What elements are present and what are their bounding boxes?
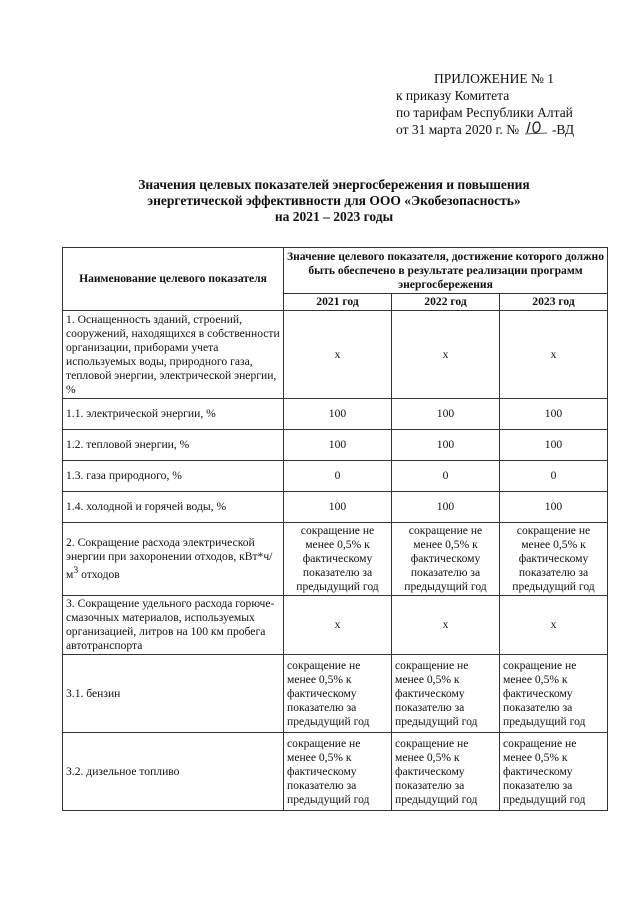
appendix-title: ПРИЛОЖЕНИЕ № 1 bbox=[434, 71, 555, 86]
handwritten-number bbox=[523, 122, 549, 136]
header-indicator-name: Наименование целевого показателя bbox=[63, 248, 284, 311]
row-name-superscript: 3 bbox=[73, 565, 79, 577]
table-row bbox=[63, 399, 608, 430]
row-value-2022: 100 bbox=[392, 492, 500, 523]
row-value-2023: x bbox=[500, 311, 608, 399]
row-value-2021: сокращение не менее 0,5% к фактическому показателю за предыдущий год bbox=[284, 733, 392, 811]
header-year-2023: 2023 год bbox=[500, 294, 608, 311]
table-row bbox=[63, 596, 608, 655]
row-value-2021: x bbox=[284, 311, 392, 399]
row-value-2023: 100 bbox=[500, 399, 608, 430]
title-line-2: энергетической эффективности для ООО «Экобезопасность» bbox=[147, 193, 521, 208]
row-name-text: 2. Сокращение расхода электрической энергии при захоронении отходов, кВт*ч/м bbox=[66, 536, 273, 581]
appendix-order-ref: к приказу Комитета bbox=[396, 88, 510, 103]
row-value-2022: x bbox=[392, 596, 500, 655]
appendix-date: от 31 марта 2020 г. № bbox=[396, 122, 520, 137]
header-year-2022: 2022 год bbox=[392, 294, 500, 311]
appendix-committee: по тарифам Республики Алтай bbox=[396, 105, 573, 120]
row-value-2021: 100 bbox=[284, 492, 392, 523]
table-row bbox=[63, 523, 608, 596]
table-header-row bbox=[63, 248, 608, 294]
appendix-date-number bbox=[396, 121, 628, 138]
table-row bbox=[63, 655, 608, 733]
document-title bbox=[60, 177, 608, 225]
table-row bbox=[63, 492, 608, 523]
row-value-2022: 100 bbox=[392, 399, 500, 430]
row-name bbox=[63, 523, 284, 596]
row-name: 1.3. газа природного, % bbox=[63, 461, 284, 492]
title-line-3: на 2021 – 2023 годы bbox=[274, 209, 394, 224]
table-row bbox=[63, 461, 608, 492]
row-value-2022: сокращение не менее 0,5% к фактическому показателю за предыдущий год bbox=[392, 523, 500, 596]
row-value-2023: сокращение не менее 0,5% к фактическому показателю за предыдущий год bbox=[500, 523, 608, 596]
row-value-2021: сокращение не менее 0,5% к фактическому показателю за предыдущий год bbox=[284, 655, 392, 733]
row-name: 3.2. дизельное топливо bbox=[63, 733, 284, 811]
indicators-table bbox=[62, 247, 608, 811]
row-value-2023: 100 bbox=[500, 492, 608, 523]
row-name: 3. Сокращение удельного расхода горюче-смазочных материалов, используемых организацией, литров на 100 км пробега автотранспорта bbox=[63, 596, 284, 655]
row-value-2022: 0 bbox=[392, 461, 500, 492]
row-name: 1.4. холодной и горячей воды, % bbox=[63, 492, 284, 523]
appendix-suffix: -ВД bbox=[551, 122, 575, 137]
row-value-2022: сокращение не менее 0,5% к фактическому показателю за предыдущий год bbox=[392, 655, 500, 733]
row-value-2021: 100 bbox=[284, 430, 392, 461]
row-value-2023: 100 bbox=[500, 430, 608, 461]
table-row bbox=[63, 733, 608, 811]
row-name: 3.1. бензин bbox=[63, 655, 284, 733]
title-line-1: Значения целевых показателей энергосбережения и повышения bbox=[138, 177, 530, 192]
row-value-2023: 0 bbox=[500, 461, 608, 492]
row-value-2023: сокращение не менее 0,5% к фактическому показателю за предыдущий год bbox=[500, 655, 608, 733]
table-row bbox=[63, 430, 608, 461]
row-value-2021: сокращение не менее 0,5% к фактическому показателю за предыдущий год bbox=[284, 523, 392, 596]
header-year-2021: 2021 год bbox=[284, 294, 392, 311]
row-name-unit: отходов bbox=[81, 567, 120, 581]
row-value-2023: сокращение не менее 0,5% к фактическому показателю за предыдущий год bbox=[500, 733, 608, 811]
row-value-2021: x bbox=[284, 596, 392, 655]
row-value-2022: x bbox=[392, 311, 500, 399]
appendix-block bbox=[396, 70, 628, 138]
row-value-2021: 0 bbox=[284, 461, 392, 492]
row-value-2021: 100 bbox=[284, 399, 392, 430]
header-indicator-value: Значение целевого показателя, достижение которого должно быть обеспечено в результате реализации программ энергосбережения bbox=[284, 248, 608, 294]
row-name: 1. Оснащенность зданий, строений, сооружений, находящихся в собственности организации, приборами учета используемых воды, природного газа, тепловой энергии, электрической энергии, % bbox=[63, 311, 284, 399]
row-value-2023: x bbox=[500, 596, 608, 655]
row-name: 1.1. электрической энергии, % bbox=[63, 399, 284, 430]
handwritten-number-scribble bbox=[523, 118, 551, 138]
row-name: 1.2. тепловой энергии, % bbox=[63, 430, 284, 461]
table-row bbox=[63, 311, 608, 399]
row-value-2022: 100 bbox=[392, 430, 500, 461]
row-value-2022: сокращение не менее 0,5% к фактическому показателю за предыдущий год bbox=[392, 733, 500, 811]
